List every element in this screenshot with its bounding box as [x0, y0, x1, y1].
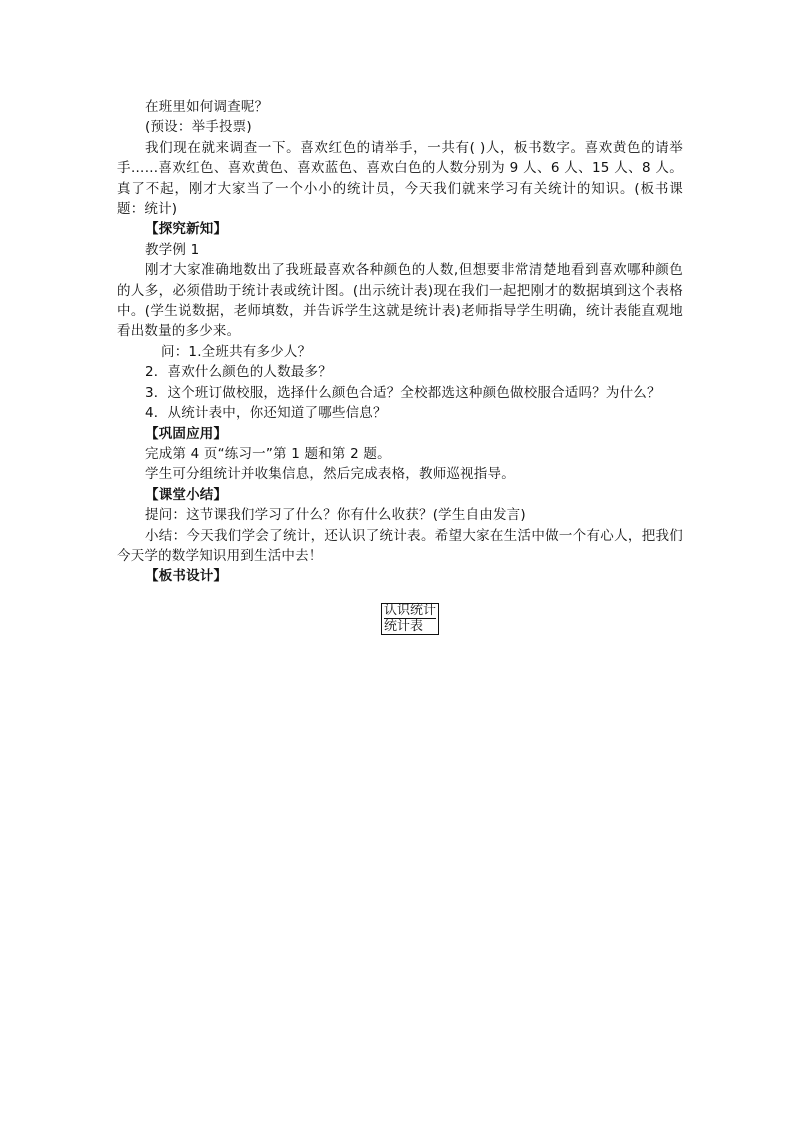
- board-title: 认识统计: [384, 603, 437, 618]
- question-2: 2．喜欢什么颜色的人数最多？: [145, 364, 332, 381]
- section-heading-board: 【板书设计】: [145, 568, 228, 585]
- board-design-box: [381, 603, 439, 635]
- preset-note: (预设：举手投票): [145, 119, 252, 136]
- section-heading-explore: 【探究新知】: [145, 221, 228, 238]
- question-line: 在班里如何调查呢？: [145, 99, 269, 115]
- example-paragraph: 刚才大家准确地数出了我班最喜欢各种颜色的人数,但想要非常清楚地看到喜欢哪种颜色的人多，必须借助于统计表或统计图。(出示统计表)现在我们一起把刚才的数据填到这个表格中。(学生说数据，老师填数，并告诉学生这就是统计表)老师指导学生明确，统计表能直观地看出数量的多少来。: [117, 262, 683, 340]
- summary-question: 提问：这节课我们学习了什么？你有什么收获？(学生自由发言): [145, 507, 526, 524]
- lesson-content: [117, 97, 683, 587]
- board-subtitle: 统计表: [384, 619, 424, 634]
- question-1: 问：1.全班共有多少人？: [161, 343, 312, 360]
- section-heading-practice: 【巩固应用】: [145, 425, 228, 442]
- section-heading-summary: 【课堂小结】: [145, 486, 228, 503]
- summary-paragraph: 小结：今天我们学会了统计，还认识了统计表。希望大家在生活中做一个有心人，把我们今天学的数学知识用到生活中去！: [117, 527, 683, 564]
- practice-note: 学生可分组统计并收集信息，然后完成表格，教师巡视指导。: [145, 466, 515, 483]
- example-title: 教学例 1: [145, 241, 200, 258]
- question-4: 4．从统计表中，你还知道了哪些信息？: [145, 405, 387, 422]
- survey-paragraph: 我们现在就来调查一下。喜欢红色的请举手，一共有( )人，板书数字。喜欢黄色的请举手……喜欢红色、喜欢黄色、喜欢蓝色、喜欢白色的人数分别为 9 人、6 人、15 人、8 人。真了不起，刚才大家当了一个小小的统计员，今天我们就来学习有关统计的知识。(板书课题：统计): [117, 139, 683, 218]
- question-3: 3．这个班订做校服，选择什么颜色合适？全校都选这种颜色做校服合适吗？为什么？: [145, 384, 661, 401]
- practice-task: 完成第 4 页“练习一”第 1 题和第 2 题。: [145, 445, 391, 462]
